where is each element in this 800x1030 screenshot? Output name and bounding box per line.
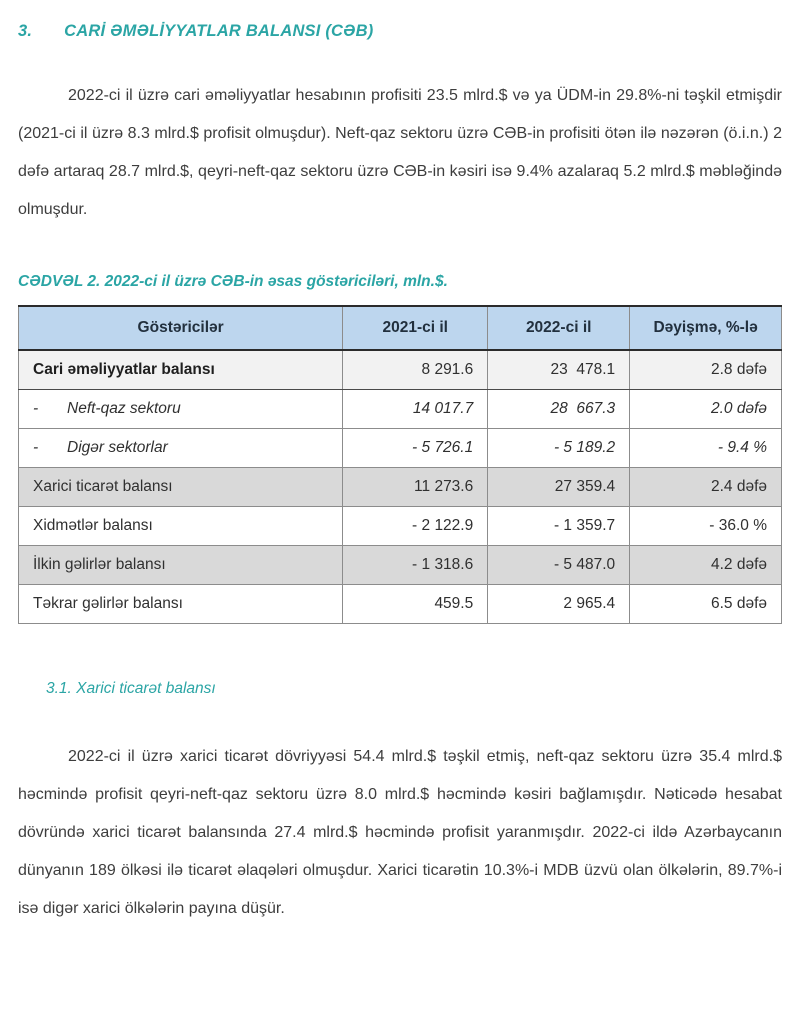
value-2022: 28 667.3 (488, 390, 630, 429)
row-label-cell (19, 468, 343, 507)
value-2021: - 5 726.1 (343, 429, 488, 468)
section-number: 3. (18, 22, 33, 40)
row-label-cell (19, 507, 343, 546)
value-2021: - 2 122.9 (343, 507, 488, 546)
value-2022: - 5 189.2 (488, 429, 630, 468)
row-bullet: - (33, 439, 39, 456)
row-label: İlkin gəlirlər balansı (33, 556, 166, 573)
value-change: 2.0 dəfə (630, 390, 782, 429)
value-2021: 14 017.7 (343, 390, 488, 429)
value-2021: - 1 318.6 (343, 546, 488, 585)
value-2021: 459.5 (343, 585, 488, 624)
table-caption: CƏDVƏL 2. 2022-ci il üzrə CƏB-in əsas göstəriciləri, mln.$. (18, 273, 448, 290)
value-2022: 27 359.4 (488, 468, 630, 507)
row-label-cell (19, 390, 343, 429)
value-change: 2.4 dəfə (630, 468, 782, 507)
row-label: Xidmətlər balansı (33, 517, 153, 534)
row-label: Neft-qaz sektoru (67, 400, 181, 417)
indicators-table (18, 305, 782, 624)
column-header-change: Dəyişmə, %-lə (630, 306, 782, 350)
row-label: Xarici ticarət balansı (33, 478, 173, 495)
value-change: 4.2 dəfə (630, 546, 782, 585)
row-label-cell (19, 546, 343, 585)
column-header-2022: 2022-ci il (488, 306, 630, 350)
value-2022: 23 478.1 (488, 350, 630, 390)
table-row-current-account (19, 350, 782, 390)
value-2022: - 5 487.0 (488, 546, 630, 585)
value-change: 2.8 dəfə (630, 350, 782, 390)
section-title: CARİ ƏMƏLİYYATLAR BALANSI (CƏB) (64, 22, 374, 40)
row-label: Təkrar gəlirlər balansı (33, 595, 183, 612)
table-row-primary-income-balance (19, 546, 782, 585)
table-header-row (19, 306, 782, 350)
column-header-indicators: Göstəricilər (19, 306, 343, 350)
table-row-oil-gas-sector (19, 390, 782, 429)
body-paragraph-2: 2022-ci il üzrə xarici ticarət dövriyyəsi 54.4 mlrd.$ təşkil etmiş, neft-qaz sektoru üzrə 35.4 mlrd.$ həcmində profisit qeyri-neft-qaz sektoru üzrə 8.0 mlrd.$ həcmində kəsiri bağlamışdır. Nəticədə hesabat dövründə xarici ticarət balansında 27.4 mlrd.$ həcmində profisit yaranmışdır. 2022-ci ildə Azərbaycanın dünyanın 189 ölkəsi ilə ticarət əlaqələri olmuşdur. Xarici ticarətin 10.3%-i MDB üzvü olan ölkələrin, 89.7%-i isə digər xarici ölkələrin payına düşür. (18, 748, 782, 917)
value-change: - 36.0 % (630, 507, 782, 546)
body-paragraph-1: 2022-ci il üzrə cari əməliyyatlar hesabının profisiti 23.5 mlrd.$ və ya ÜDM-in 29.8%-ni təşkil etmişdir (2021-ci il üzrə 8.3 mlrd.$ profisit olmuşdur). Neft-qaz sektoru üzrə CƏB-in profisiti ötən ilə nəzərən (ö.i.n.) 2 dəfə artaraq 28.7 mlrd.$, qeyri-neft-qaz sektoru üzrə CƏB-in kəsiri isə 9.4% azalaraq 5.2 mlrd.$ məbləğində olmuşdur. (18, 87, 782, 218)
row-label-cell (19, 429, 343, 468)
value-2021: 11 273.6 (343, 468, 488, 507)
row-label: Cari əməliyyatlar balansı (33, 361, 215, 378)
section-heading (18, 22, 782, 41)
value-2022: 2 965.4 (488, 585, 630, 624)
table-row-other-sectors (19, 429, 782, 468)
table-row-secondary-income-balance (19, 585, 782, 624)
value-2022: - 1 359.7 (488, 507, 630, 546)
row-bullet: - (33, 400, 39, 417)
row-label: Digər sektorlar (67, 439, 168, 456)
table-row-services-balance (19, 507, 782, 546)
row-label-cell (19, 350, 343, 390)
value-2021: 8 291.6 (343, 350, 488, 390)
table-row-foreign-trade-balance (19, 468, 782, 507)
row-label-cell (19, 585, 343, 624)
value-change: 6.5 dəfə (630, 585, 782, 624)
column-header-2021: 2021-ci il (343, 306, 488, 350)
value-change: - 9.4 % (630, 429, 782, 468)
subsection-heading: 3.1. Xarici ticarət balansı (46, 680, 216, 697)
